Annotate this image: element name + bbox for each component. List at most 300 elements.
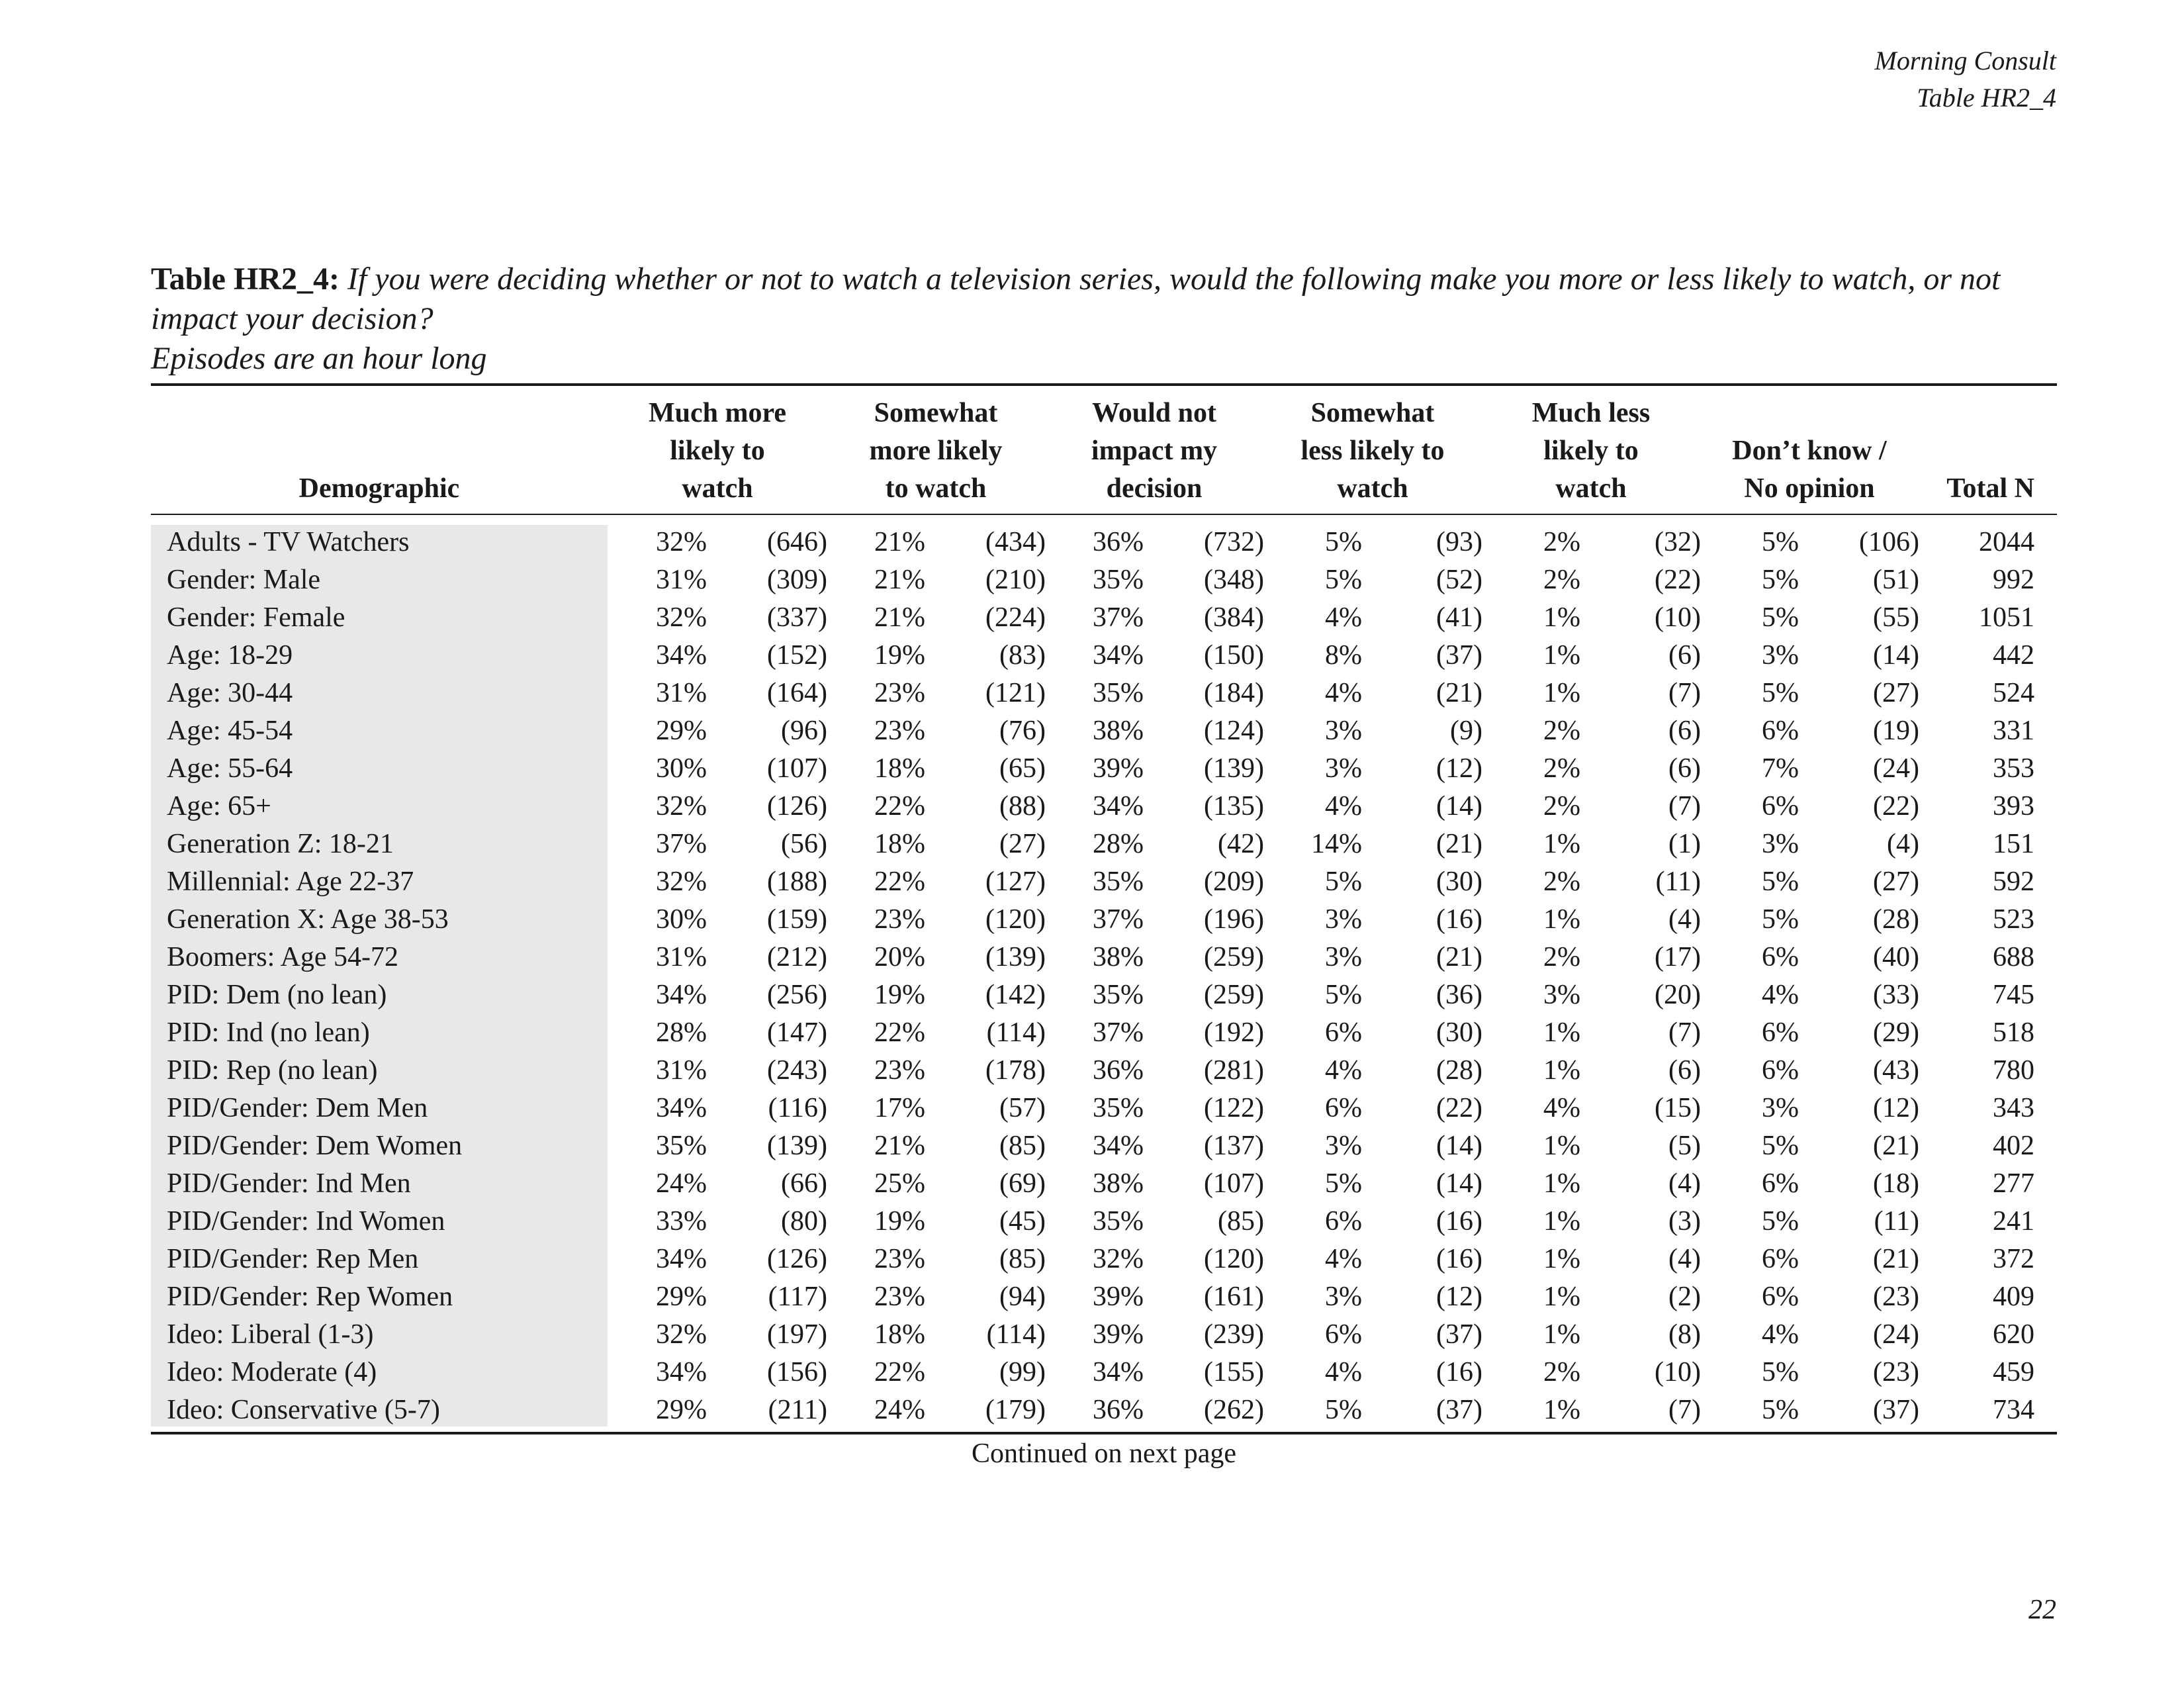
cell-percent: 2% (1543, 867, 1580, 897)
cell-count: (6) (1668, 716, 1701, 746)
cell-percent: 5% (1762, 1131, 1799, 1161)
cell-total-n: 592 (1993, 867, 2034, 897)
cell-percent: 1% (1543, 678, 1580, 708)
col-head-demographic: Demographic (298, 473, 460, 504)
cell-percent: 23% (874, 678, 925, 708)
cell-count: (348) (1204, 565, 1264, 595)
row-demographic-label: Age: 30-44 (167, 678, 293, 708)
cell-percent: 34% (656, 640, 707, 671)
cell-percent: 38% (1093, 1168, 1144, 1199)
cell-percent: 31% (656, 1055, 707, 1086)
cell-percent: 23% (874, 1055, 925, 1086)
cell-percent: 24% (874, 1395, 925, 1425)
cell-percent: 6% (1762, 942, 1799, 972)
cell-percent: 29% (656, 1282, 707, 1312)
cell-percent: 5% (1325, 1168, 1362, 1199)
cell-percent: 6% (1325, 1319, 1362, 1350)
cell-count: (243) (767, 1055, 827, 1086)
col-head-much-more-likely: Much more likely to watch (648, 398, 786, 504)
cell-count: (99) (999, 1357, 1046, 1387)
cell-percent: 35% (1093, 867, 1144, 897)
cell-count: (6) (1668, 640, 1701, 671)
cell-percent: 5% (1762, 602, 1799, 633)
cell-total-n: 620 (1993, 1319, 2034, 1350)
cell-count: (161) (1204, 1282, 1264, 1312)
row-demographic-label: Ideo: Conservative (5-7) (167, 1395, 440, 1425)
row-demographic-label: Boomers: Age 54-72 (167, 942, 398, 972)
cell-percent: 35% (656, 1131, 707, 1161)
cell-count: (29) (1873, 1017, 1919, 1048)
cell-percent: 18% (874, 829, 925, 859)
cell-count: (93) (1436, 527, 1482, 557)
cell-percent: 32% (656, 867, 707, 897)
cell-count: (14) (1436, 791, 1482, 821)
table-row (151, 1203, 2057, 1241)
cell-percent: 34% (1093, 791, 1144, 821)
cell-count: (24) (1873, 1319, 1919, 1350)
cell-percent: 34% (1093, 1131, 1144, 1161)
table-row (151, 750, 2057, 788)
cell-total-n: 688 (1993, 942, 2034, 972)
cell-percent: 3% (1325, 942, 1362, 972)
cell-percent: 32% (1093, 1244, 1144, 1274)
cell-percent: 2% (1543, 716, 1580, 746)
cell-count: (28) (1436, 1055, 1482, 1086)
cell-percent: 31% (656, 565, 707, 595)
cell-count: (16) (1436, 904, 1482, 935)
cell-count: (211) (768, 1395, 827, 1425)
cell-count: (434) (985, 527, 1046, 557)
cell-count: (27) (1873, 678, 1919, 708)
table-row (151, 1052, 2057, 1090)
cell-count: (281) (1204, 1055, 1264, 1086)
cell-count: (18) (1873, 1168, 1919, 1199)
cell-count: (23) (1873, 1282, 1919, 1312)
cell-total-n: 2044 (1979, 527, 2034, 557)
cell-percent: 1% (1543, 1282, 1580, 1312)
cell-percent: 6% (1762, 791, 1799, 821)
table-row (151, 1241, 2057, 1278)
cell-percent: 35% (1093, 1093, 1144, 1123)
cell-total-n: 442 (1993, 640, 2034, 671)
cell-percent: 3% (1543, 980, 1580, 1010)
cell-count: (10) (1655, 602, 1701, 633)
cell-percent: 34% (656, 1357, 707, 1387)
cell-count: (7) (1668, 1017, 1701, 1048)
cell-percent: 6% (1762, 1282, 1799, 1312)
cell-total-n: 780 (1993, 1055, 2034, 1086)
cell-count: (147) (767, 1017, 827, 1048)
cell-percent: 4% (1325, 791, 1362, 821)
cell-count: (114) (986, 1319, 1046, 1350)
cell-count: (11) (1655, 867, 1701, 897)
cell-percent: 34% (1093, 1357, 1144, 1387)
cell-percent: 5% (1325, 565, 1362, 595)
cell-count: (732) (1204, 527, 1264, 557)
results-table (151, 524, 2057, 1429)
row-demographic-label: PID/Gender: Dem Men (167, 1093, 428, 1123)
cell-percent: 5% (1325, 1395, 1362, 1425)
cell-percent: 33% (656, 1206, 707, 1237)
cell-total-n: 151 (1993, 829, 2034, 859)
cell-percent: 34% (1093, 640, 1144, 671)
cell-percent: 3% (1325, 1131, 1362, 1161)
table-row (151, 1278, 2057, 1316)
cell-percent: 28% (1093, 829, 1144, 859)
cell-percent: 3% (1325, 904, 1362, 935)
cell-count: (4) (1668, 1168, 1701, 1199)
cell-percent: 31% (656, 678, 707, 708)
cell-percent: 4% (1762, 1319, 1799, 1350)
cell-count: (4) (1668, 1244, 1701, 1274)
row-demographic-label: Age: 55-64 (167, 753, 293, 784)
cell-count: (159) (767, 904, 827, 935)
cell-percent: 1% (1543, 1244, 1580, 1274)
cell-count: (139) (767, 1131, 827, 1161)
cell-count: (262) (1204, 1395, 1264, 1425)
cell-count: (126) (767, 1244, 827, 1274)
cell-count: (646) (767, 527, 827, 557)
cell-count: (120) (1204, 1244, 1264, 1274)
cell-percent: 1% (1543, 1055, 1580, 1086)
cell-count: (42) (1218, 829, 1264, 859)
row-demographic-label: PID/Gender: Ind Women (167, 1206, 445, 1237)
cell-percent: 6% (1325, 1093, 1362, 1123)
row-demographic-label: PID: Ind (no lean) (167, 1017, 370, 1048)
cell-count: (41) (1436, 602, 1482, 633)
cell-count: (21) (1436, 829, 1482, 859)
cell-count: (224) (985, 602, 1046, 633)
cell-count: (88) (999, 791, 1046, 821)
cell-percent: 5% (1762, 1395, 1799, 1425)
cell-percent: 4% (1325, 1357, 1362, 1387)
cell-count: (55) (1873, 602, 1919, 633)
table-row (151, 637, 2057, 675)
cell-total-n: 992 (1993, 565, 2034, 595)
cell-percent: 19% (874, 640, 925, 671)
cell-percent: 1% (1543, 1319, 1580, 1350)
cell-count: (4) (1668, 904, 1701, 935)
cell-percent: 6% (1762, 1055, 1799, 1086)
cell-percent: 35% (1093, 1206, 1144, 1237)
cell-count: (21) (1873, 1131, 1919, 1161)
cell-percent: 23% (874, 1244, 925, 1274)
cell-count: (178) (985, 1055, 1046, 1086)
table-row (151, 1165, 2057, 1203)
cell-percent: 36% (1093, 1055, 1144, 1086)
top-rule (151, 383, 2057, 386)
row-demographic-label: Age: 18-29 (167, 640, 293, 671)
cell-count: (7) (1668, 791, 1701, 821)
cell-percent: 19% (874, 980, 925, 1010)
cell-count: (127) (985, 867, 1046, 897)
cell-total-n: 459 (1993, 1357, 2034, 1387)
cell-count: (155) (1204, 1357, 1264, 1387)
cell-percent: 3% (1762, 829, 1799, 859)
cell-percent: 2% (1543, 1357, 1580, 1387)
col-head-would-not-impact: Would not impact my decision (1091, 398, 1218, 504)
cell-count: (12) (1436, 1282, 1482, 1312)
cell-percent: 6% (1762, 1017, 1799, 1048)
cell-count: (12) (1436, 753, 1482, 784)
cell-count: (21) (1436, 678, 1482, 708)
cell-percent: 17% (874, 1093, 925, 1123)
cell-count: (45) (999, 1206, 1046, 1237)
cell-count: (179) (985, 1395, 1046, 1425)
cell-total-n: 372 (1993, 1244, 2034, 1274)
cell-count: (51) (1873, 565, 1919, 595)
cell-count: (85) (999, 1131, 1046, 1161)
cell-count: (122) (1204, 1093, 1264, 1123)
cell-percent: 14% (1311, 829, 1362, 859)
cell-count: (137) (1204, 1131, 1264, 1161)
cell-total-n: 402 (1993, 1131, 2034, 1161)
cell-count: (24) (1873, 753, 1919, 784)
cell-count: (85) (1218, 1206, 1264, 1237)
cell-count: (96) (781, 716, 827, 746)
cell-count: (139) (1204, 753, 1264, 784)
cell-percent: 22% (874, 1357, 925, 1387)
col-head-much-less-likely: Much less likely to watch (1531, 398, 1651, 504)
row-demographic-label: PID/Gender: Dem Women (167, 1131, 463, 1161)
cell-total-n: 277 (1993, 1168, 2034, 1199)
cell-percent: 8% (1325, 640, 1362, 671)
cell-total-n: 745 (1993, 980, 2034, 1010)
cell-total-n: 393 (1993, 791, 2034, 821)
cell-percent: 6% (1762, 1168, 1799, 1199)
cell-percent: 29% (656, 1395, 707, 1425)
table-row (151, 788, 2057, 825)
table-id: Table HR2_4 (1917, 83, 2056, 113)
cell-count: (14) (1436, 1131, 1482, 1161)
cell-percent: 21% (874, 527, 925, 557)
cell-count: (8) (1668, 1319, 1701, 1350)
cell-percent: 1% (1543, 640, 1580, 671)
cell-percent: 5% (1762, 867, 1799, 897)
cell-count: (121) (985, 678, 1046, 708)
cell-count: (212) (767, 942, 827, 972)
cell-percent: 3% (1325, 716, 1362, 746)
cell-count: (116) (768, 1093, 827, 1123)
cell-percent: 37% (1093, 1017, 1144, 1048)
cell-total-n: 734 (1993, 1395, 2034, 1425)
cell-percent: 4% (1762, 980, 1799, 1010)
cell-percent: 22% (874, 1017, 925, 1048)
cell-count: (23) (1873, 1357, 1919, 1387)
cell-count: (117) (768, 1282, 827, 1312)
cell-percent: 2% (1543, 791, 1580, 821)
cell-percent: 6% (1325, 1206, 1362, 1237)
cell-count: (43) (1873, 1055, 1919, 1086)
cell-percent: 1% (1543, 1168, 1580, 1199)
cell-percent: 19% (874, 1206, 925, 1237)
cell-percent: 2% (1543, 565, 1580, 595)
cell-count: (21) (1436, 942, 1482, 972)
row-demographic-label: PID: Dem (no lean) (167, 980, 387, 1010)
cell-count: (94) (999, 1282, 1046, 1312)
cell-count: (17) (1655, 942, 1701, 972)
cell-percent: 25% (874, 1168, 925, 1199)
cell-count: (14) (1436, 1168, 1482, 1199)
cell-count: (10) (1655, 1357, 1701, 1387)
cell-count: (40) (1873, 942, 1919, 972)
cell-percent: 1% (1543, 904, 1580, 935)
table-row (151, 524, 2057, 561)
cell-count: (135) (1204, 791, 1264, 821)
table-row (151, 599, 2057, 637)
cell-count: (21) (1873, 1244, 1919, 1274)
cell-count: (66) (781, 1168, 827, 1199)
table-row (151, 561, 2057, 599)
cell-percent: 4% (1325, 678, 1362, 708)
cell-count: (52) (1436, 565, 1482, 595)
cell-percent: 23% (874, 904, 925, 935)
cell-count: (65) (999, 753, 1046, 784)
row-demographic-label: Generation X: Age 38-53 (167, 904, 449, 935)
cell-count: (16) (1436, 1244, 1482, 1274)
cell-count: (259) (1204, 942, 1264, 972)
cell-percent: 29% (656, 716, 707, 746)
cell-percent: 5% (1762, 1357, 1799, 1387)
cell-count: (37) (1436, 1319, 1482, 1350)
table-row (151, 1014, 2057, 1052)
cell-total-n: 343 (1993, 1093, 2034, 1123)
cell-count: (15) (1655, 1093, 1701, 1123)
cell-percent: 4% (1325, 602, 1362, 633)
col-head-dont-know: Don’t know / No opinion (1732, 436, 1887, 504)
row-demographic-label: Gender: Female (167, 602, 345, 633)
cell-count: (107) (767, 753, 827, 784)
cell-total-n: 523 (1993, 904, 2034, 935)
cell-total-n: 524 (1993, 678, 2034, 708)
cell-total-n: 1051 (1979, 602, 2034, 633)
cell-percent: 3% (1325, 753, 1362, 784)
cell-percent: 2% (1543, 527, 1580, 557)
row-demographic-label: Generation Z: 18-21 (167, 829, 394, 859)
cell-count: (27) (999, 829, 1046, 859)
cell-count: (184) (1204, 678, 1264, 708)
table-row (151, 712, 2057, 750)
cell-count: (192) (1204, 1017, 1264, 1048)
cell-count: (22) (1436, 1093, 1482, 1123)
cell-percent: 38% (1093, 942, 1144, 972)
cell-count: (30) (1436, 1017, 1482, 1048)
cell-count: (37) (1436, 640, 1482, 671)
cell-count: (139) (985, 942, 1046, 972)
page-number: 22 (2028, 1595, 2056, 1625)
table-row (151, 1354, 2057, 1391)
page-header (1875, 42, 2056, 117)
table-row (151, 675, 2057, 712)
cell-count: (37) (1873, 1395, 1919, 1425)
cell-count: (188) (767, 867, 827, 897)
row-demographic-label: Age: 65+ (167, 791, 271, 821)
cell-percent: 22% (874, 791, 925, 821)
cell-count: (32) (1655, 527, 1701, 557)
cell-count: (27) (1873, 867, 1919, 897)
cell-count: (309) (767, 565, 827, 595)
cell-percent: 35% (1093, 980, 1144, 1010)
cell-percent: 18% (874, 1319, 925, 1350)
cell-percent: 4% (1543, 1093, 1580, 1123)
cell-percent: 1% (1543, 1131, 1580, 1161)
cell-percent: 6% (1325, 1017, 1362, 1048)
cell-percent: 3% (1762, 1093, 1799, 1123)
cell-percent: 34% (656, 980, 707, 1010)
org-name: Morning Consult (1874, 46, 2056, 75)
cell-percent: 1% (1543, 1395, 1580, 1425)
cell-count: (4) (1887, 829, 1919, 859)
cell-percent: 30% (656, 753, 707, 784)
cell-count: (37) (1436, 1395, 1482, 1425)
cell-percent: 21% (874, 1131, 925, 1161)
col-head-somewhat-more-likely: Somewhat more likely to watch (869, 398, 1003, 504)
cell-count: (156) (767, 1357, 827, 1387)
cell-count: (239) (1204, 1319, 1264, 1350)
cell-count: (152) (767, 640, 827, 671)
table-row (151, 939, 2057, 976)
row-demographic-label: Adults - TV Watchers (167, 527, 410, 557)
cell-count: (12) (1873, 1093, 1919, 1123)
cell-count: (384) (1204, 602, 1264, 633)
cell-count: (28) (1873, 904, 1919, 935)
cell-percent: 20% (874, 942, 925, 972)
table-row (151, 863, 2057, 901)
table-body (151, 524, 2057, 1429)
cell-count: (22) (1655, 565, 1701, 595)
table-row (151, 1316, 2057, 1354)
col-head-somewhat-less-likely: Somewhat less likely to watch (1300, 398, 1445, 504)
cell-count: (259) (1204, 980, 1264, 1010)
cell-percent: 23% (874, 1282, 925, 1312)
cell-count: (107) (1204, 1168, 1264, 1199)
cell-percent: 3% (1325, 1282, 1362, 1312)
cell-count: (57) (999, 1093, 1046, 1123)
cell-count: (76) (999, 716, 1046, 746)
table-row (151, 976, 2057, 1014)
cell-percent: 1% (1543, 829, 1580, 859)
cell-percent: 37% (656, 829, 707, 859)
cell-count: (142) (985, 980, 1046, 1010)
cell-percent: 2% (1543, 942, 1580, 972)
cell-count: (20) (1655, 980, 1701, 1010)
cell-percent: 34% (656, 1244, 707, 1274)
cell-percent: 32% (656, 791, 707, 821)
continued-note: Continued on next page (971, 1438, 1237, 1469)
cell-percent: 5% (1762, 1206, 1799, 1237)
row-demographic-label: PID/Gender: Ind Men (167, 1168, 411, 1199)
cell-count: (126) (767, 791, 827, 821)
cell-count: (124) (1204, 716, 1264, 746)
row-demographic-label: PID/Gender: Rep Men (167, 1244, 419, 1274)
cell-count: (6) (1668, 753, 1701, 784)
row-demographic-label: PID: Rep (no lean) (167, 1055, 378, 1086)
cell-percent: 5% (1762, 565, 1799, 595)
cell-count: (114) (986, 1017, 1046, 1048)
cell-count: (150) (1204, 640, 1264, 671)
cell-count: (9) (1450, 716, 1482, 746)
cell-percent: 3% (1762, 640, 1799, 671)
cell-percent: 4% (1325, 1244, 1362, 1274)
cell-percent: 5% (1325, 980, 1362, 1010)
cell-count: (6) (1668, 1055, 1701, 1086)
cell-count: (106) (1859, 527, 1919, 557)
row-demographic-label: Ideo: Liberal (1-3) (167, 1319, 374, 1350)
cell-count: (256) (767, 980, 827, 1010)
cell-count: (36) (1436, 980, 1482, 1010)
cell-count: (7) (1668, 678, 1701, 708)
row-demographic-label: Millennial: Age 22-37 (167, 867, 414, 897)
